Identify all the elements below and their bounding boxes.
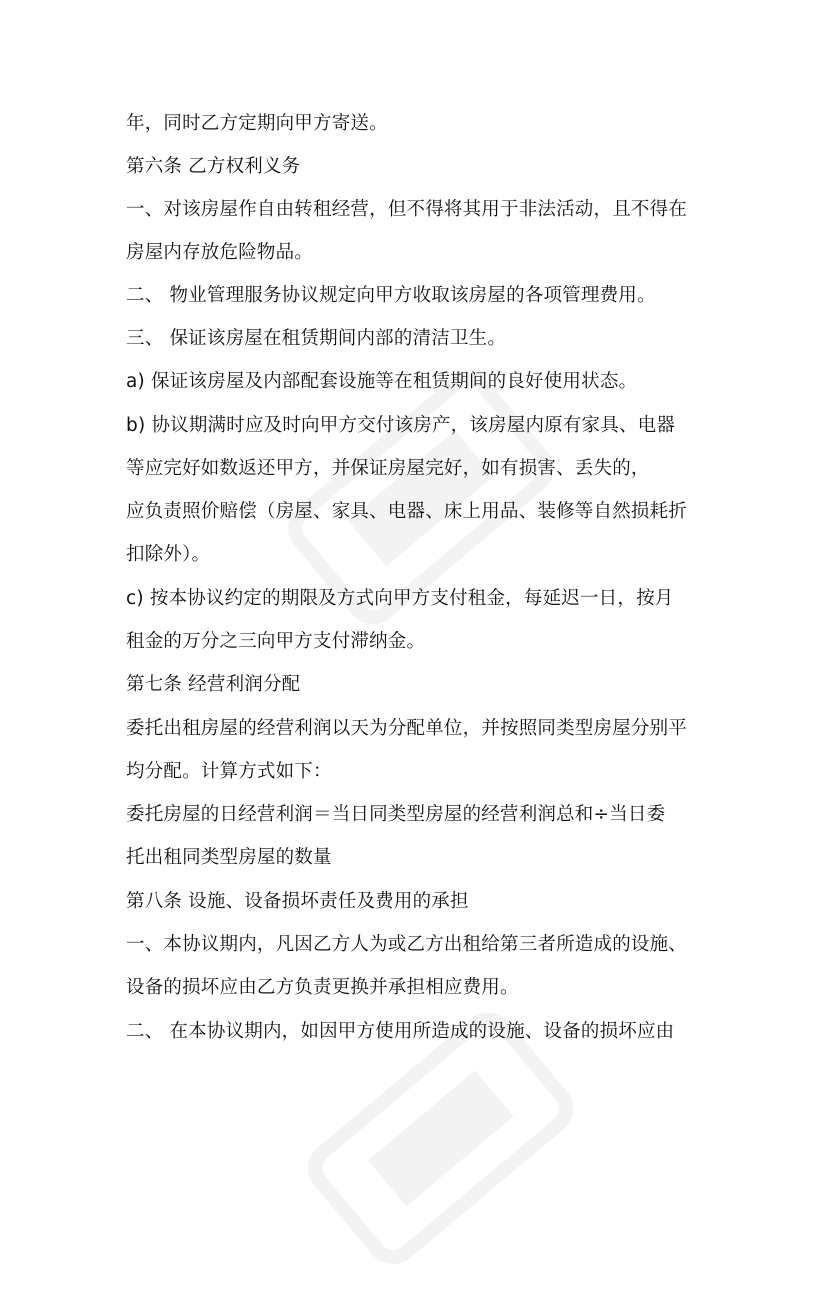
text-line: 房屋内存放危险物品。 [126, 242, 314, 263]
text-line: 年，同时乙方定期向甲方寄送。 [126, 113, 388, 134]
text-line: 二、 在本协议期内，如因甲方使用所造成的设施、设备的损坏应由 [126, 1021, 675, 1042]
section-heading-7: 第七条 经营利润分配 [126, 674, 301, 695]
text-line: 一、本协议期内，凡因乙方人为或乙方出租给第三者所造成的设施、 [126, 934, 688, 955]
text-line: 扣除外）。 [126, 544, 211, 565]
text-line: 一、对该房屋作自由转租经营，但不得将其用于非法活动，且不得在 [126, 199, 688, 220]
text-line: b) 协议期满时应及时向甲方交付该房产，该房屋内原有家具、电器 [126, 415, 676, 436]
text-line: 三、 保证该房屋在租赁期间内部的清洁卫生。 [126, 328, 507, 349]
text-line: a) 保证该房屋及内部配套设施等在租赁期间的良好使用状态。 [126, 371, 638, 392]
section-heading-8: 第八条 设施、设备损坏责任及费用的承担 [126, 891, 469, 912]
text-line: 二、 物业管理服务协议规定向甲方收取该房屋的各项管理费用。 [126, 285, 656, 306]
text-line: 设备的损坏应由乙方负责更换并承担相应费用。 [126, 977, 519, 998]
section-heading-6: 第六条 乙方权利义务 [126, 156, 301, 177]
text-line: 等应完好如数返还甲方，并保证房屋完好，如有损害、丢失的， [126, 458, 650, 479]
text-line: 租金的万分之三向甲方支付滞纳金。 [126, 631, 426, 652]
text-line: c) 按本协议约定的期限及方式向甲方支付租金，每延迟一日，按月 [126, 588, 674, 609]
text-line: 应负责照价赔偿（房屋、家具、电器、床上用品、装修等自然损耗折 [126, 501, 688, 522]
text-line: 委托出租房屋的经营利润以天为分配单位，并按照同类型房屋分别平 [126, 718, 688, 739]
text-line: 均分配。计算方式如下： [126, 761, 332, 782]
text-line: 委托房屋的日经营利润＝当日同类型房屋的经营利润总和÷当日委 [126, 804, 666, 825]
text-line: 托出租同类型房屋的数量 [126, 847, 332, 868]
